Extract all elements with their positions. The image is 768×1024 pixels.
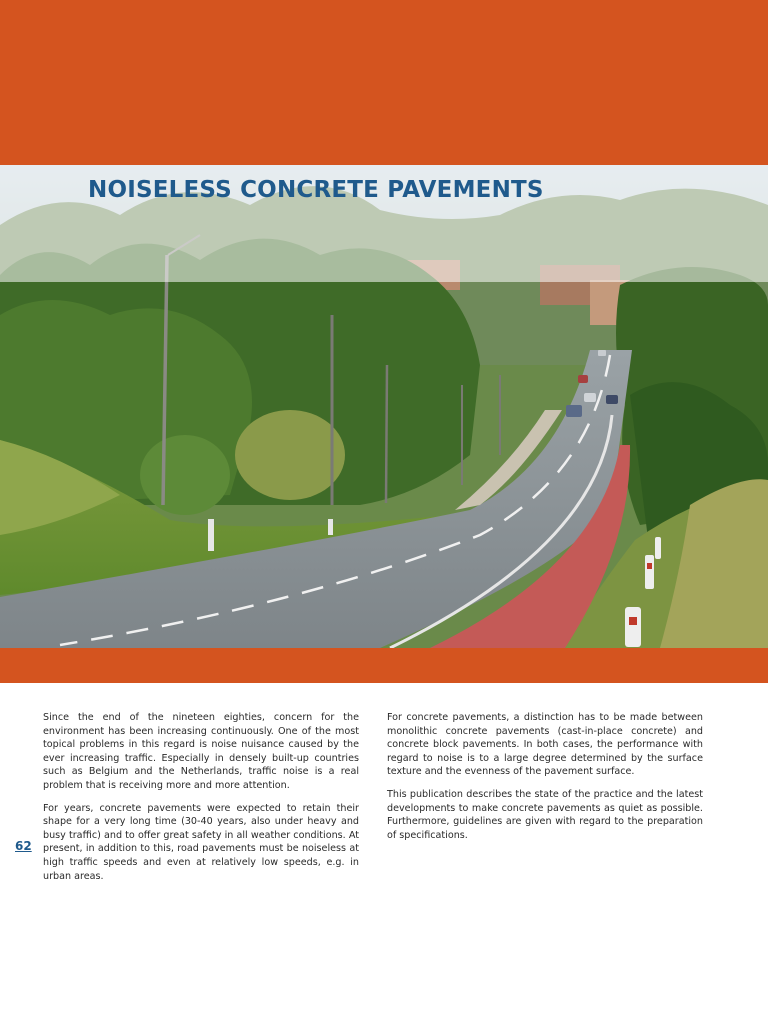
right-text-column bbox=[387, 711, 703, 851]
title-overlay bbox=[0, 165, 768, 282]
page-number: 62 bbox=[15, 839, 32, 853]
bottom-color-band bbox=[0, 648, 768, 683]
paragraph: For years, concrete pavements were expected to retain their shape for a very long time (30-40 years, also under heavy and busy traffic) and to offer great safety in all weather conditions. At present, in addition to this, road pavements must be noiseless at high traffic speeds and even at relatively low speeds, e.g. in urban areas. bbox=[43, 802, 359, 882]
paragraph: Since the end of the nineteen eighties, concern for the environment has been increasing continuously. One of the most topical problems in this regard is noise nuisance caused by the ever increasing traffic. Especially in densely built-up countries such as Belgium and the Netherlands, traffic noise is a real problem that is receiving more and more attention. bbox=[43, 712, 359, 791]
paragraph: For concrete pavements, a distinction has to be made between monolithic concrete pavements (cast-in-place concrete) and concrete block pavements. In both cases, the performance with regard to noise is to a large degree determined by the surface texture and the evenness of the pavement surface. bbox=[387, 712, 703, 778]
road-photo bbox=[0, 165, 768, 648]
paragraph: This publication describes the state of the practice and the latest developments to make concrete pavements as quiet as possible. Furthermore, guidelines are given with regard to the preparation of specifications. bbox=[387, 788, 703, 841]
page-title: NOISELESS CONCRETE PAVEMENTS bbox=[88, 177, 544, 203]
left-text-column bbox=[43, 711, 359, 892]
top-color-band bbox=[0, 0, 768, 165]
